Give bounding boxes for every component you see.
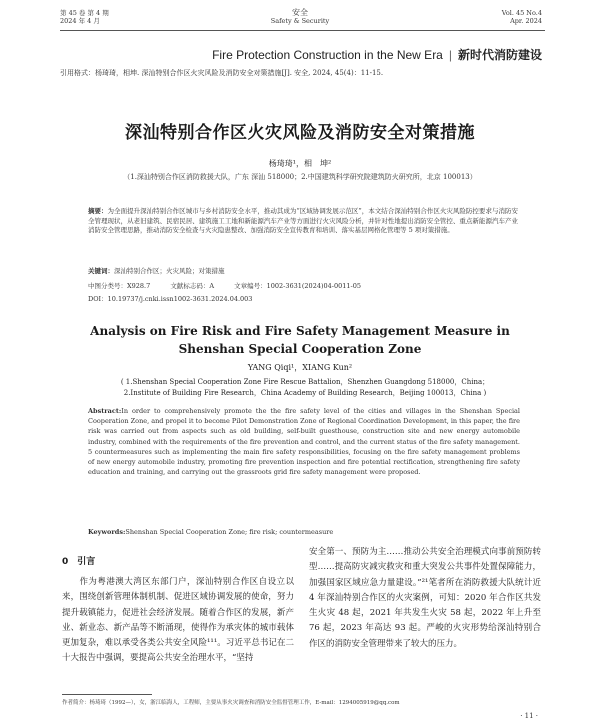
page-number: · 11 · bbox=[520, 712, 538, 720]
doi: DOI：10.19737/j.cnki.issn1002-3631.2024.04.003 bbox=[88, 295, 253, 303]
keywords-cn bbox=[88, 266, 518, 275]
title-en-line2: Shenshan Special Cooperation Zone bbox=[178, 342, 422, 356]
citation: 引用格式：杨琦琦，相坤. 深汕特别合作区火灾风险及消防安全对策措施[J]. 安全, 2024, 45(4)：11-15. bbox=[60, 69, 384, 77]
affiliation-en-line1: ( 1.Shenshan Special Cooperation Zone Fire Rescue Battalion，Shenzhen Guangdong 518000，China； bbox=[120, 378, 490, 386]
series-en: Fire Protection Construction in the New Era bbox=[212, 48, 443, 62]
abstract-en-label: Abstract: bbox=[88, 407, 122, 415]
authors-en: YANG Qiqi¹，XIANG Kun² bbox=[247, 363, 353, 372]
series-separator: | bbox=[448, 48, 452, 62]
footnote-rule bbox=[62, 694, 152, 695]
abstract-en-text: In order to comprehensively promote the the fire safety level of the cities and villages in the Shenshan Special Cooperation Zone, and propel it to become Pilot Demonstration Zone of Regional Coordination Development, in this paper, the fire risk was carried out from aspects such as old building, self-built guesthouse, construction site and new energy automobile industry, combined with the requirements of the fire prevention and control, and the current status of the fire safety management. 5 countermeasures such as implementing the main fire safety responsibilities, focusing on the fire safety management problems of new energy automobile industry, promoting fire prevention inspection and fire potential rectification, strengthening fire safety education and training, and carrying out the grassroots grid fire safety management were proposed. bbox=[88, 407, 521, 477]
document-code: 文献标志码：A bbox=[170, 282, 215, 290]
header-date-en: Apr. 2024 bbox=[510, 17, 542, 25]
header-date: 2024 年 4 月 bbox=[60, 17, 100, 25]
article-number: 文章编号：1002-3631(2024)04-0011-05 bbox=[234, 282, 361, 290]
body-left-text: 作为粤港澳大湾区东部门户，深汕特别合作区自设立以来，围绕创新管理体制机制、促进区域协调发展的使命，努力提升载镇能力，促进社会经济发展。随着合作区的发展，新产业、新业态、新产品等不断涌现，使得作为承灾体的城市载体更加复杂，难以承受各类公共安全风险¹¹¹。习近平总书记在二十大报告中强调，要提高公共安全治理水平，“坚持 bbox=[62, 577, 294, 664]
affiliation-en-line2: 2.Institute of Building Fire Research，China Academy of Building Research，Beijing 100013，China ) bbox=[123, 389, 487, 397]
body-column-right bbox=[309, 545, 541, 652]
abstract-cn-label: 摘要： bbox=[88, 207, 108, 215]
keywords-en-text: Shenshan Special Cooperation Zone; fire risk; countermeasure bbox=[125, 528, 334, 536]
authors-cn: 杨琦琦¹，相 坤² bbox=[268, 159, 332, 168]
abstract-cn-text: 为全面提升深汕特别合作区城市与乡村消防安全水平，推动其成为“区域协调发展示范区”，本文结合深汕特别合作区火灾风险防控要求与消防安全管理现状，从老旧建筑、民宿民居、建筑施工工地和新能源汽车产业等方面进行火灾风险分析，并针对性地提出消防安全管控、重点新能源汽车产业消防安全管理思路，推动消防安全检查与火灾隐患整改、加强消防安全宣传教育和培训、落实基层网格化管理等 5 项对策措施。 bbox=[88, 207, 518, 235]
title-en-line1: Analysis on Fire Risk and Fire Safety Management Measure in bbox=[90, 324, 510, 338]
meta-row bbox=[88, 281, 379, 290]
keywords-en-label: Keywords: bbox=[88, 528, 126, 536]
body-right-text: 安全第一、预防为主……推动公共安全治理模式向事前预防转型……提高防灾减灾救灾和重大突发公共事件处置保障能力，加强国家区域应急力量建设。”²¹笔者所在消防救援大队统计近 4 年深汕特别合作区的火灾案例，可知：2020 年合作区共发生火灾 48 起，2021 年共发生火灾 58 起，2022 年上升至 76 起，2023 年高达 93 起。严峻的火灾形势给深汕特别合作区的消防安全管理带来了较大的压力。 bbox=[309, 547, 541, 649]
title-cn: 深汕特别合作区火灾风险及消防安全对策措施 bbox=[125, 123, 475, 143]
body-column-left bbox=[62, 575, 294, 667]
author-footnote: 作者简介：杨琦琦（1992—），女，浙江临海人，工程师，主要从事火灾调查和消防安全监督管理工作，E-mail：1294005919@qq.com bbox=[62, 700, 400, 706]
header-rule bbox=[60, 30, 545, 31]
keywords-en bbox=[88, 528, 520, 536]
affiliation-cn: （1.深汕特别合作区消防救援大队，广东 深汕 518000；2.中国建筑科学研究院建筑防火研究所，北京 100013） bbox=[123, 173, 477, 181]
title-en bbox=[0, 322, 600, 358]
affiliation-en bbox=[90, 377, 520, 399]
header-volume-en: Vol. 45 No.4 bbox=[501, 9, 542, 17]
header-journal-cn: 安全 bbox=[292, 8, 308, 17]
series-cn: 新时代消防建设 bbox=[457, 48, 542, 62]
abstract-en bbox=[88, 406, 520, 477]
section-heading-introduction: 0 引言 bbox=[62, 557, 96, 567]
clc-number: 中图分类号：X928.7 bbox=[88, 282, 151, 290]
header-issue-en bbox=[502, 9, 542, 25]
series-banner bbox=[212, 46, 542, 63]
header-journal-en: Safety & Security bbox=[270, 17, 330, 25]
keywords-cn-text: 深汕特别合作区；火灾风险；对策措施 bbox=[114, 267, 225, 275]
abstract-cn bbox=[88, 207, 518, 236]
keywords-cn-label: 关键词： bbox=[88, 267, 114, 275]
header-volume: 第 45 卷 第 4 期 bbox=[60, 9, 109, 17]
